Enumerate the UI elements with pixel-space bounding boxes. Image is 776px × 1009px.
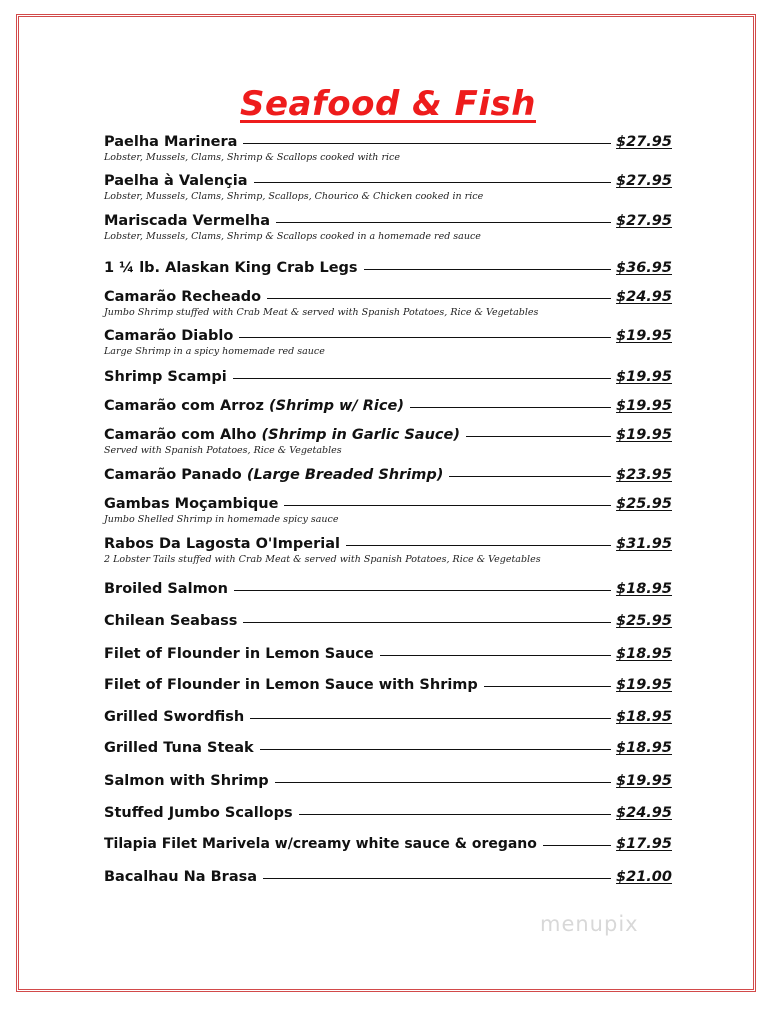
item-description: Lobster, Mussels, Clams, Shrimp & Scallops cooked in a homemade red sauce	[104, 231, 481, 242]
item-price: $27.95	[616, 173, 672, 189]
item-price: $19.95	[616, 773, 672, 789]
leader-line	[346, 545, 611, 546]
item-name: Camarão Panado (Large Breaded Shrimp)	[104, 467, 444, 483]
item-name: Stuffed Jumbo Scallops	[104, 805, 293, 821]
leader-line	[243, 622, 611, 623]
menu-item	[104, 805, 672, 825]
item-name: 1 ¼ lb. Alaskan King Crab Legs	[104, 260, 358, 276]
leader-line	[543, 845, 611, 846]
item-price: $27.95	[616, 134, 672, 150]
item-name: Camarão Diablo	[104, 328, 234, 344]
item-price: $19.95	[616, 398, 672, 414]
menu-item	[104, 677, 672, 697]
menu-item	[104, 427, 672, 456]
menu-item	[104, 328, 672, 357]
leader-line	[267, 298, 611, 299]
item-description: Jumbo Shrimp stuffed with Crab Meat & served with Spanish Potatoes, Rice & Vegetables	[104, 307, 539, 318]
item-price: $27.95	[616, 213, 672, 229]
item-price: $19.95	[616, 427, 672, 443]
leader-line	[484, 686, 611, 687]
menu-item	[104, 740, 672, 760]
item-name: Broiled Salmon	[104, 581, 228, 597]
leader-line	[364, 269, 611, 270]
item-name: Filet of Flounder in Lemon Sauce	[104, 646, 374, 662]
page-title: Seafood & Fish	[240, 84, 536, 124]
item-name: Paelha à Valençia	[104, 173, 248, 189]
item-price: $19.95	[616, 677, 672, 693]
item-name: Salmon with Shrimp	[104, 773, 269, 789]
leader-line	[275, 782, 611, 783]
item-price: $36.95	[616, 260, 672, 276]
item-description: Served with Spanish Potatoes, Rice & Vegetables	[104, 445, 342, 456]
menu-item	[104, 398, 672, 418]
menu-item	[104, 646, 672, 666]
menu-item	[104, 836, 672, 856]
item-price: $21.00	[616, 869, 672, 885]
menu-item	[104, 709, 672, 729]
leader-line	[263, 878, 611, 879]
leader-line	[449, 476, 611, 477]
item-price: $25.95	[616, 613, 672, 629]
leader-line	[234, 590, 611, 591]
item-name: Camarão com Alho (Shrimp in Garlic Sauce)	[104, 427, 460, 443]
item-name: Camarão com Arroz (Shrimp w/ Rice)	[104, 398, 404, 414]
item-price: $17.95	[616, 836, 672, 852]
item-name: Camarão Recheado	[104, 289, 262, 305]
item-name: Chilean Seabass	[104, 613, 238, 629]
watermark: menupix	[540, 912, 639, 936]
item-name: Shrimp Scampi	[104, 369, 227, 385]
menu-item	[104, 773, 672, 793]
item-description: Large Shrimp in a spicy homemade red sauce	[104, 346, 325, 357]
menu-item	[104, 581, 672, 601]
item-price: $23.95	[616, 467, 672, 483]
leader-line	[243, 143, 611, 144]
item-price: $19.95	[616, 328, 672, 344]
item-price: $25.95	[616, 496, 672, 512]
menu-item	[104, 260, 672, 280]
item-description: Lobster, Mussels, Clams, Shrimp, Scallops, Chourico & Chicken cooked in rice	[104, 191, 484, 202]
item-name-translation: (Shrimp in Garlic Sauce)	[261, 427, 460, 443]
leader-line	[276, 222, 611, 223]
menu-item	[104, 369, 672, 389]
leader-line	[466, 436, 611, 437]
item-name-translation: (Shrimp w/ Rice)	[268, 398, 404, 414]
item-description: Jumbo Shelled Shrimp in homemade spicy sauce	[104, 514, 339, 525]
menu-item	[104, 467, 672, 487]
menu-item	[104, 289, 672, 318]
leader-line	[284, 505, 611, 506]
menu-item	[104, 536, 672, 565]
item-name: Grilled Swordfish	[104, 709, 245, 725]
item-name: Gambas Moçambique	[104, 496, 279, 512]
leader-line	[299, 814, 611, 815]
menu-item	[104, 173, 672, 202]
item-price: $18.95	[616, 740, 672, 756]
item-name: Bacalhau Na Brasa	[104, 869, 258, 885]
item-description: 2 Lobster Tails stuffed with Crab Meat & served with Spanish Potatoes, Rice & Vegetables	[104, 554, 541, 565]
leader-line	[254, 182, 612, 183]
menu-item	[104, 496, 672, 525]
leader-line	[410, 407, 611, 408]
item-name: Paelha Marinera	[104, 134, 238, 150]
item-name: Grilled Tuna Steak	[104, 740, 254, 756]
item-price: $31.95	[616, 536, 672, 552]
item-price: $18.95	[616, 646, 672, 662]
item-price: $18.95	[616, 581, 672, 597]
item-name: Tilapia Filet Marivela w/creamy white sauce & oregano	[104, 836, 537, 852]
item-name: Rabos Da Lagosta O'Imperial	[104, 536, 340, 552]
item-name-translation: (Large Breaded Shrimp)	[246, 467, 444, 483]
item-price: $18.95	[616, 709, 672, 725]
item-price: $24.95	[616, 805, 672, 821]
menu-item	[104, 134, 672, 163]
item-price: $24.95	[616, 289, 672, 305]
leader-line	[250, 718, 611, 719]
item-price: $19.95	[616, 369, 672, 385]
leader-line	[239, 337, 611, 338]
item-name: Filet of Flounder in Lemon Sauce with Shrimp	[104, 677, 478, 693]
leader-line	[380, 655, 611, 656]
leader-line	[233, 378, 611, 379]
menu-item	[104, 213, 672, 242]
menu-item	[104, 869, 672, 889]
item-name: Mariscada Vermelha	[104, 213, 270, 229]
item-description: Lobster, Mussels, Clams, Shrimp & Scallops cooked with rice	[104, 152, 400, 163]
leader-line	[260, 749, 611, 750]
menu-item	[104, 613, 672, 633]
